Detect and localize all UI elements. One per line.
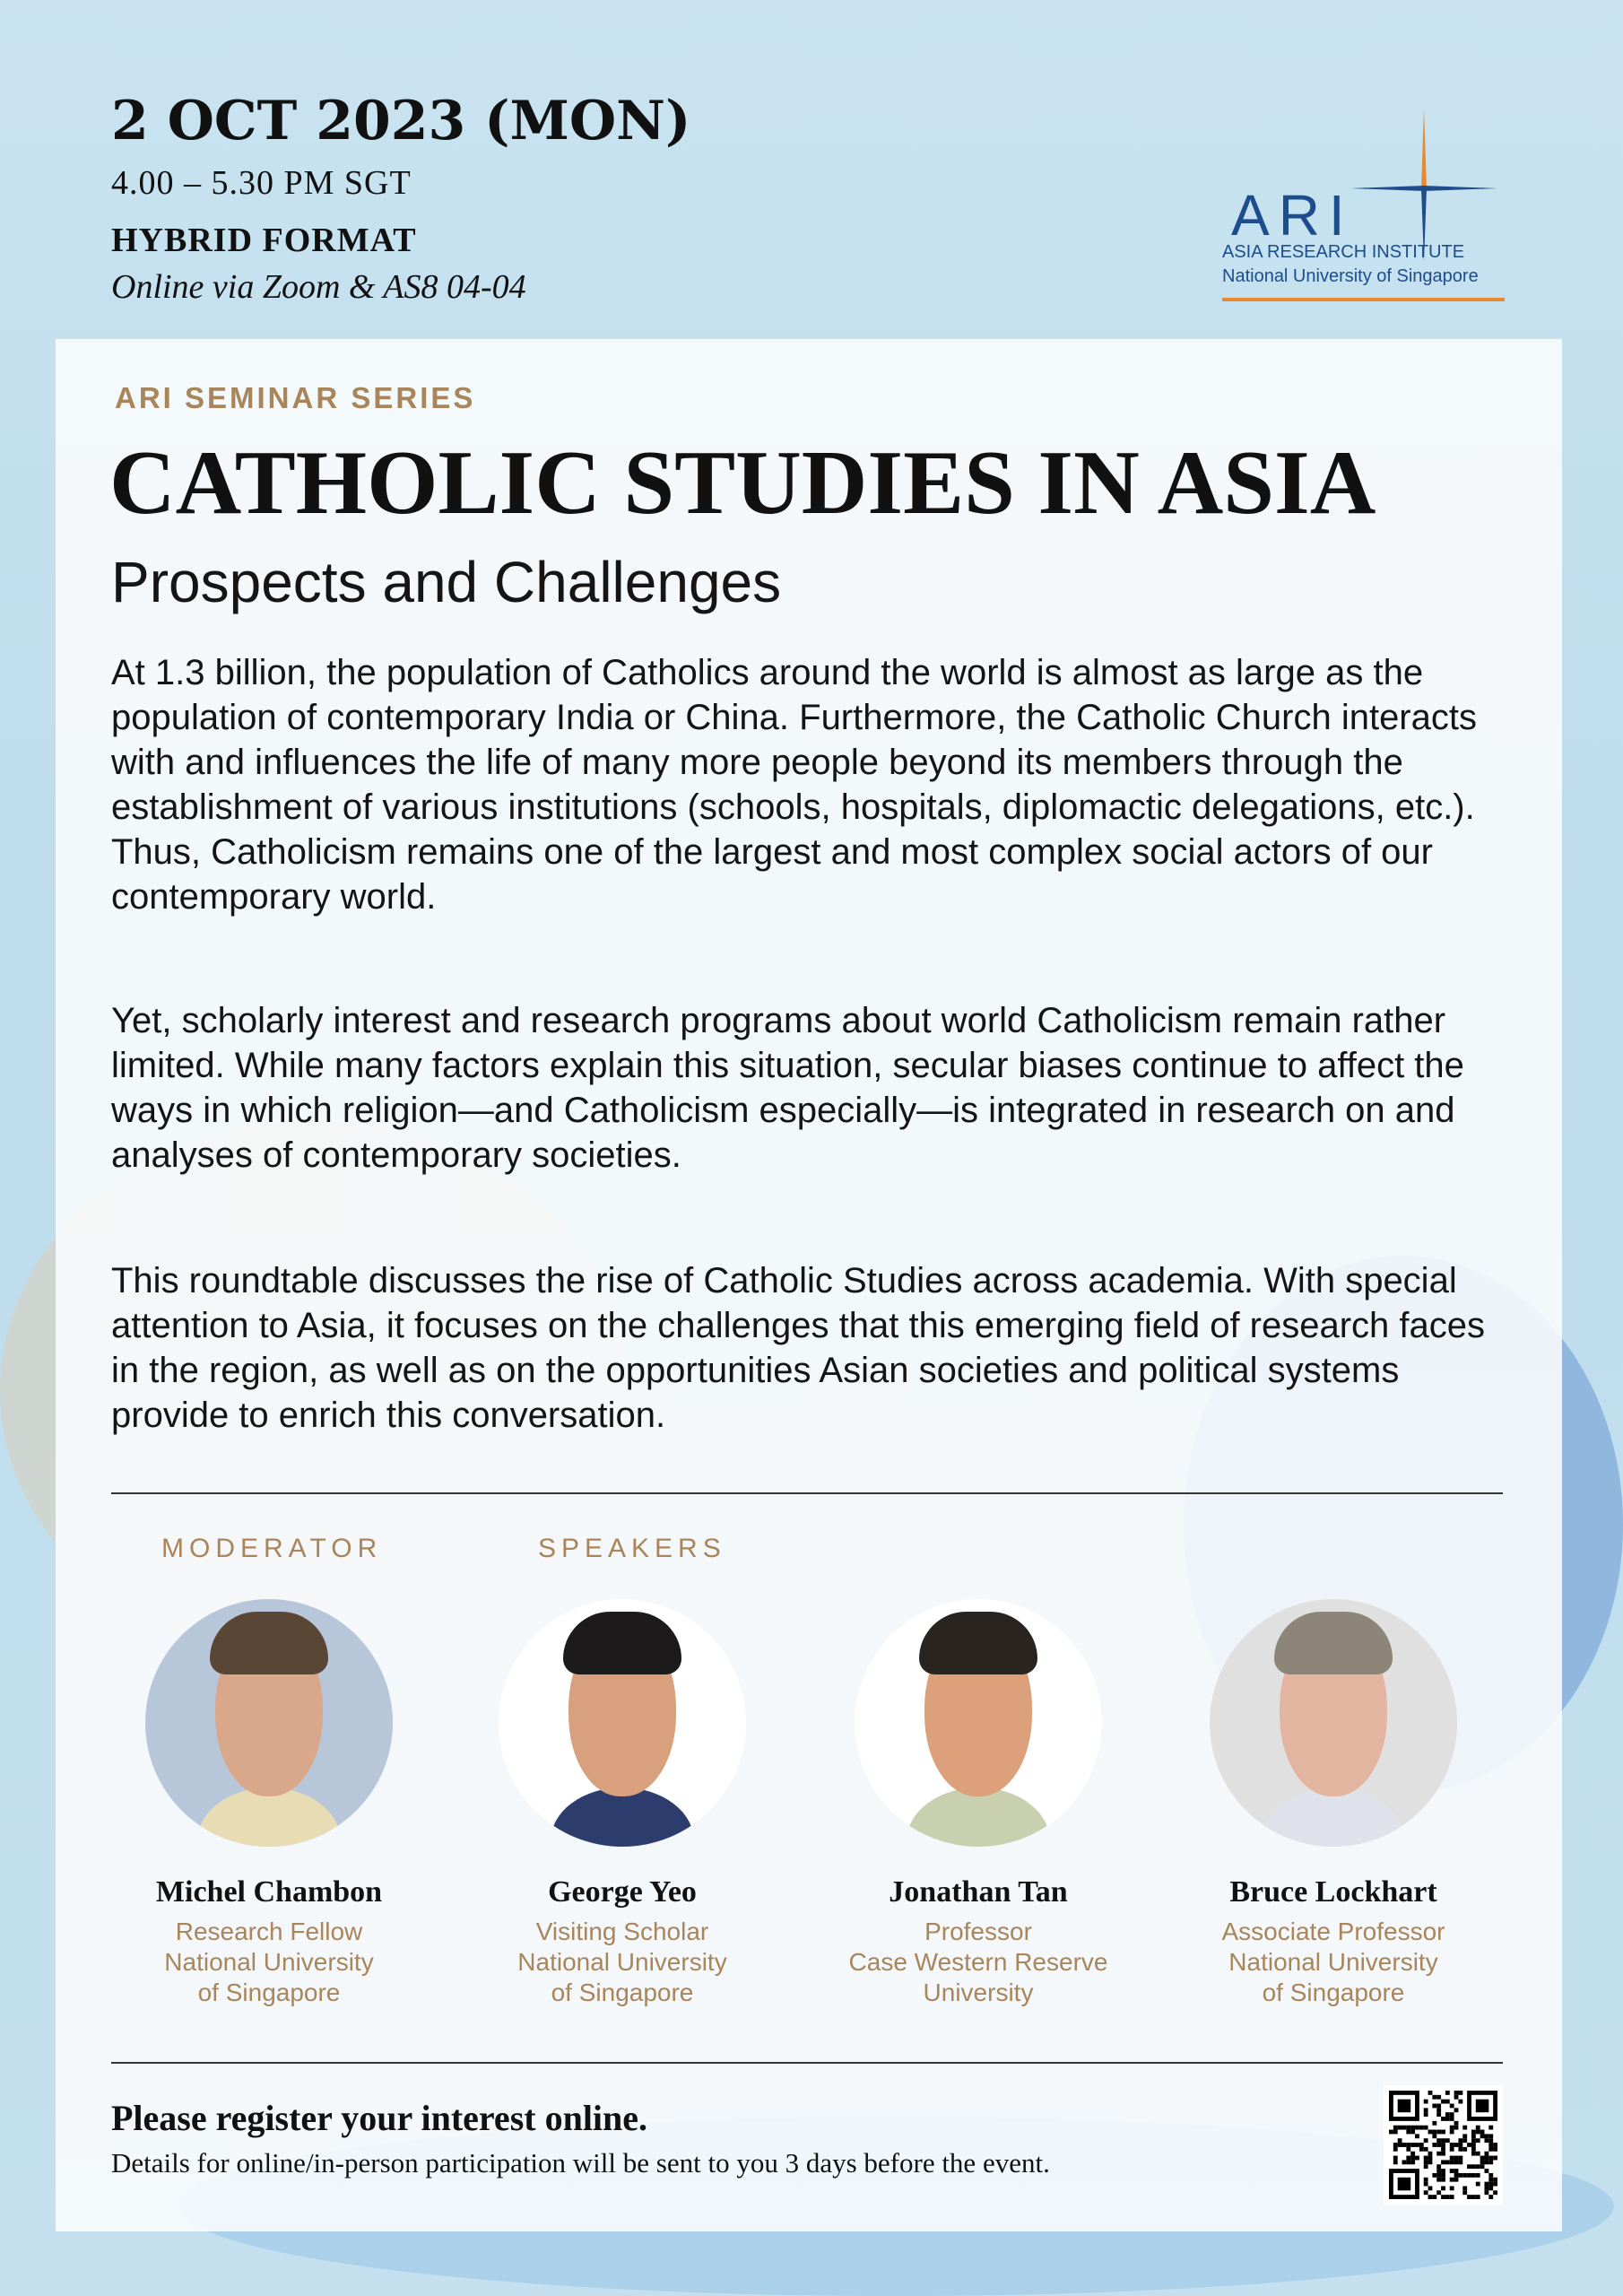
- event-date: 2 OCT 2023 (MON): [111, 90, 691, 152]
- person-role-line: Professor: [924, 1918, 1032, 1945]
- ari-logo: [1215, 90, 1511, 309]
- person-photo: [145, 1599, 393, 1847]
- description-paragraph: Yet, scholarly interest and research programs about world Catholicism remain rather limited. While many factors explain this situation, secular biases continue to affect the ways in which religion—and Catholicism especially—is integrated in research on and analyses of contemporary societies.: [111, 1001, 1464, 1175]
- person-card: [108, 1599, 430, 2008]
- event-location: Online via Zoom & AS8 04-04: [111, 268, 526, 306]
- register-heading: Please register your interest online.: [111, 2098, 648, 2138]
- person-role-line: of Singapore: [197, 1979, 341, 2006]
- person-role-line: of Singapore: [1262, 1979, 1405, 2006]
- person-card: [461, 1599, 784, 2008]
- divider: [111, 2062, 1503, 2064]
- description-paragraph: This roundtable discusses the rise of Catholic Studies across academia. With special attention to Asia, it focuses on the challenges that this emerging field of research faces in the region, as well as on the opportunities Asian societies and political systems provide to enrich this conversation.: [111, 1261, 1486, 1435]
- person-role-line: Visiting Scholar: [535, 1918, 709, 1945]
- person-role-line: University: [923, 1979, 1034, 2006]
- person-photo: [855, 1599, 1102, 1847]
- person-card: [1172, 1599, 1495, 2008]
- moderator-label: MODERATOR: [161, 1534, 383, 1563]
- person-role-line: Research Fellow: [175, 1918, 363, 1945]
- event-title: CATHOLIC STUDIES IN ASIA: [109, 432, 1376, 534]
- person-role-line: of Singapore: [551, 1979, 694, 2006]
- person-role-line: National University: [1228, 1948, 1438, 1976]
- register-details: Details for online/in-person participation will be sent to you 3 days before the event.: [111, 2147, 1050, 2179]
- person-role-line: National University: [517, 1948, 727, 1976]
- series-label: ARI SEMINAR SERIES: [115, 381, 476, 414]
- svg-text:ARI: ARI: [1231, 183, 1354, 248]
- event-subtitle: Prospects and Challenges: [111, 550, 782, 614]
- svg-text:National University of Singapo: National University of Singapore: [1222, 266, 1479, 286]
- svg-text:ASIA RESEARCH INSTITUTE: ASIA RESEARCH INSTITUTE: [1222, 242, 1465, 262]
- person-role-line: Case Western Reserve: [848, 1948, 1108, 1976]
- qr-code[interactable]: [1384, 2085, 1503, 2205]
- person-photo: [499, 1599, 746, 1847]
- person-card: [817, 1599, 1140, 2008]
- person-name: Jonathan Tan: [889, 1875, 1068, 1909]
- event-format: HYBRID FORMAT: [111, 222, 417, 259]
- speakers-label: SPEAKERS: [538, 1534, 726, 1563]
- description-paragraph: At 1.3 billion, the population of Catholics around the world is almost as large as the population of contemporary India or China. Furthermore, the Catholic Church interacts with and influences the life of many more people beyond its members through the establishment of various institutions (schools, hospitals, diplomactic delegations, etc.). Thus, Catholicism remains one of the largest and most complex social actors of our contemporary world.: [111, 653, 1477, 917]
- person-name: Bruce Lockhart: [1229, 1875, 1437, 1909]
- person-role-line: National University: [164, 1948, 374, 1976]
- person-photo: [1210, 1599, 1457, 1847]
- person-role-line: Associate Professor: [1221, 1918, 1445, 1945]
- divider: [111, 1492, 1503, 1494]
- person-name: George Yeo: [548, 1875, 697, 1909]
- event-time: 4.00 – 5.30 PM SGT: [111, 164, 412, 202]
- star-icon: [1215, 90, 1511, 309]
- person-name: Michel Chambon: [155, 1875, 383, 1909]
